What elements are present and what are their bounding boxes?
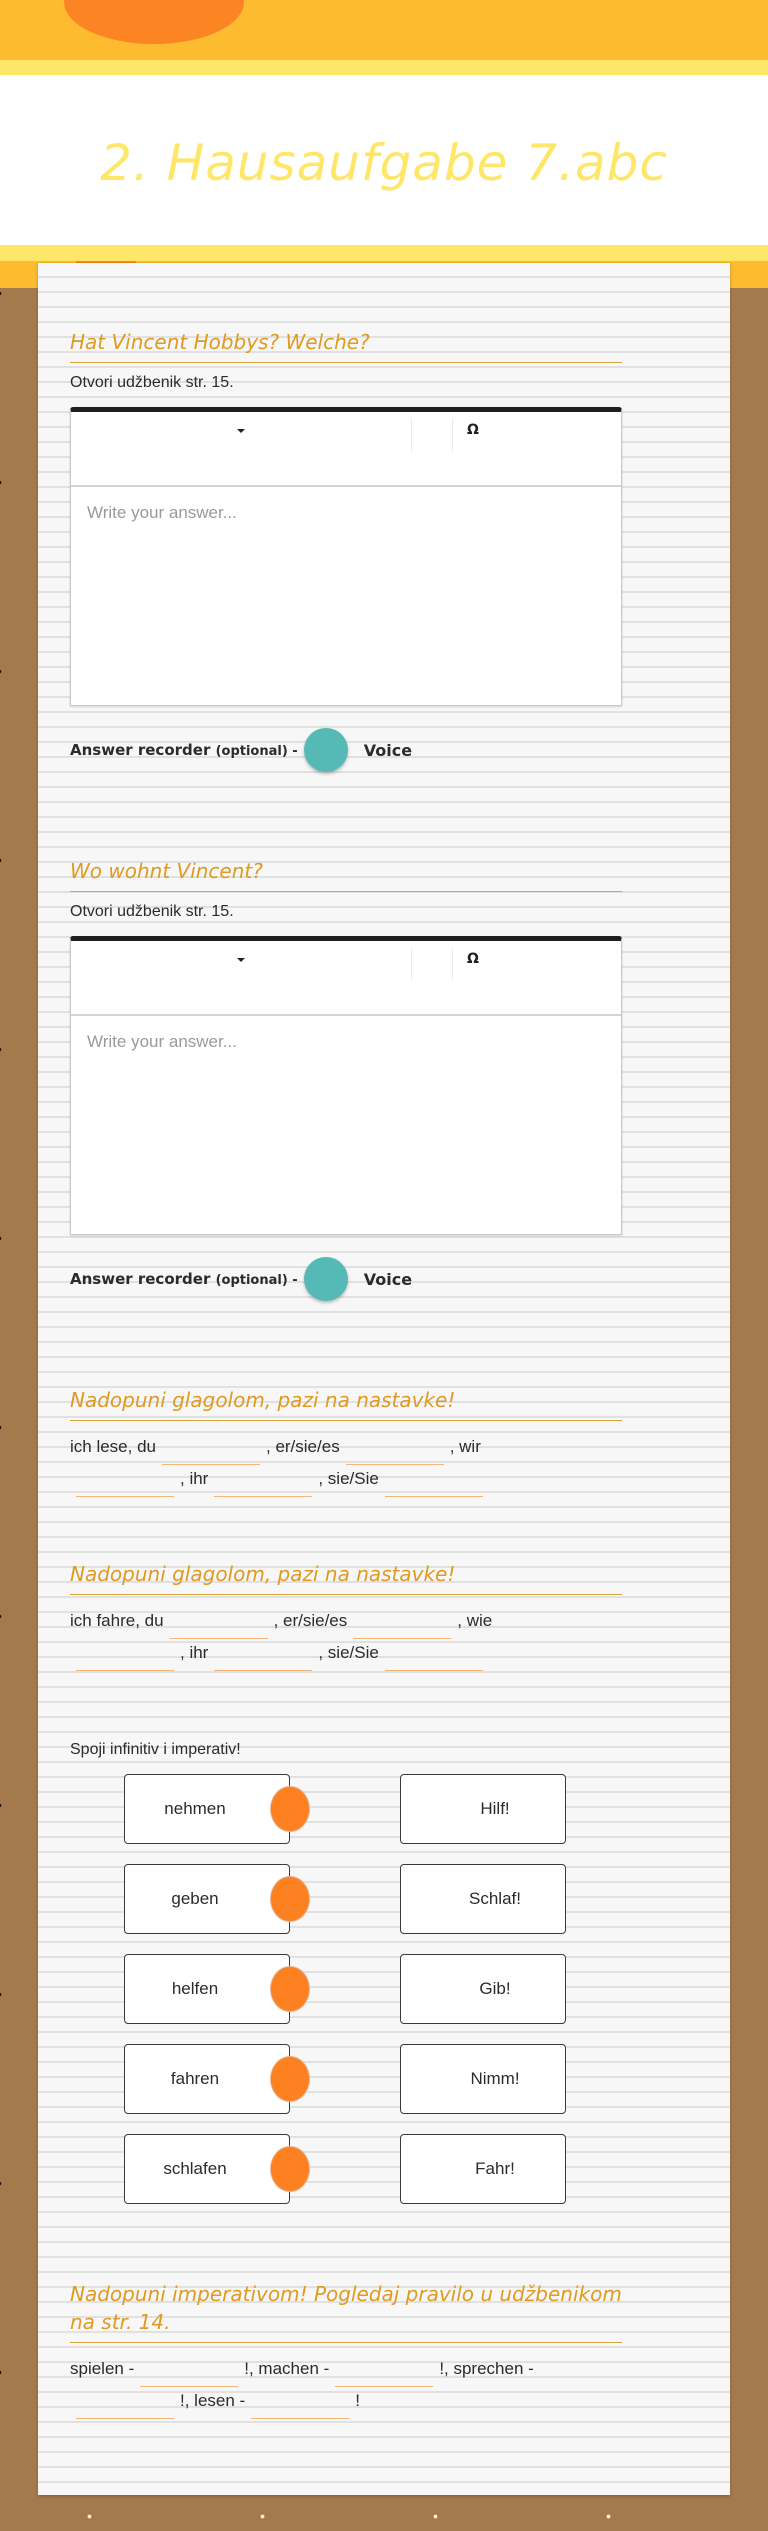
match-row — [70, 2134, 622, 2204]
caret-down-icon — [237, 958, 245, 962]
blank-input[interactable] — [76, 1649, 174, 1671]
match-connector-dot[interactable] — [270, 1786, 310, 1832]
question-5-matching — [70, 1740, 622, 2224]
text-segment: ich fahre, du — [70, 1611, 164, 1630]
match-card-left[interactable]: schlafen — [124, 2134, 290, 2204]
match-row — [70, 1774, 622, 1844]
question-title: Nadopuni glagolom, pazi na nastavke! — [70, 1560, 622, 1595]
text-segment: , sie/Sie — [318, 1469, 379, 1488]
header-decoration-blob — [64, 0, 244, 44]
record-button[interactable] — [304, 1257, 348, 1301]
text-segment: , wir — [449, 1437, 481, 1456]
answer-recorder — [70, 726, 622, 774]
format-dropdown[interactable] — [71, 941, 411, 977]
blank-input[interactable] — [170, 1617, 268, 1639]
blank-input[interactable] — [214, 1475, 312, 1497]
question-description: Otvori udžbenik str. 15. — [70, 374, 234, 391]
answer-textarea[interactable]: Write your answer... — [87, 1032, 237, 1051]
match-row — [70, 2044, 622, 2114]
text-segment: , sie/Sie — [318, 1643, 379, 1662]
blank-input[interactable] — [140, 2365, 238, 2387]
match-card-right[interactable]: Nimm! — [400, 2044, 566, 2114]
toolbar-button[interactable] — [412, 941, 452, 977]
toolbar-button[interactable] — [412, 412, 452, 448]
header-stripe — [0, 245, 768, 261]
question-1 — [70, 328, 622, 774]
text-segment: ! — [355, 2391, 360, 2410]
match-connector-dot[interactable] — [270, 1966, 310, 2012]
text-segment: , er/sie/es — [273, 1611, 348, 1630]
question-2 — [70, 857, 622, 1303]
matching-area — [70, 1774, 622, 2204]
match-connector-dot[interactable] — [270, 2146, 310, 2192]
match-card-left[interactable]: fahren — [124, 2044, 290, 2114]
text-segment: !, sprechen - — [439, 2359, 534, 2378]
fill-in-text — [70, 1607, 622, 1671]
answer-textarea[interactable]: Write your answer... — [87, 503, 237, 522]
match-card-right[interactable]: Hilf! — [400, 1774, 566, 1844]
question-description: Otvori udžbenik str. 15. — [70, 903, 234, 920]
blank-input[interactable] — [385, 1649, 483, 1671]
blank-input[interactable] — [385, 1475, 483, 1497]
caret-down-icon — [237, 429, 245, 433]
recorder-label — [70, 741, 298, 759]
blank-input[interactable] — [76, 1475, 174, 1497]
match-card-right[interactable]: Schlaf! — [400, 1864, 566, 1934]
blank-input[interactable] — [251, 2397, 349, 2419]
header-stripe — [0, 60, 768, 75]
recorder-optional-text: (optional) - — [215, 744, 298, 759]
fill-in-text — [70, 1433, 622, 1497]
record-button[interactable] — [304, 728, 348, 772]
match-card-left[interactable]: helfen — [124, 1954, 290, 2024]
question-description: Spoji infinitiv i imperativ! — [70, 1741, 241, 1758]
match-card-left[interactable]: nehmen — [124, 1774, 290, 1844]
question-title: Wo wohnt Vincent? — [70, 857, 622, 892]
match-row — [70, 1864, 622, 1934]
match-connector-dot[interactable] — [270, 2056, 310, 2102]
recorder-label — [70, 1270, 298, 1288]
recorder-optional-text: (optional) - — [215, 1273, 298, 1288]
text-segment: , wie — [457, 1611, 493, 1630]
text-segment: ich lese, du — [70, 1437, 156, 1456]
voice-label: Voice — [363, 740, 413, 760]
text-segment: , ihr — [180, 1643, 209, 1662]
question-title: Nadopuni glagolom, pazi na nastavke! — [70, 1386, 622, 1421]
match-connector-dot[interactable] — [270, 1876, 310, 1922]
blank-input[interactable] — [353, 1617, 451, 1639]
blank-input[interactable] — [346, 1443, 444, 1465]
blank-input[interactable] — [76, 2397, 174, 2419]
blank-input[interactable] — [214, 1649, 312, 1671]
question-4 — [70, 1560, 622, 1671]
blank-input[interactable] — [162, 1443, 260, 1465]
question-6 — [70, 2280, 622, 2419]
editor-toolbar — [71, 941, 621, 1016]
recorder-label-text: Answer recorder — [70, 741, 211, 759]
special-character-button[interactable]: Ω — [467, 951, 479, 967]
header-top-band — [0, 0, 768, 60]
recorder-label-text: Answer recorder — [70, 1270, 211, 1288]
header-title-area — [0, 75, 768, 245]
page-title: 2. Hausaufgabe 7.abc — [100, 134, 668, 192]
question-title: Nadopuni imperativom! Pogledaj pravilo u udžbenikom na str. 14. — [70, 2280, 622, 2343]
match-card-right[interactable]: Gib! — [400, 1954, 566, 2024]
match-card-right[interactable]: Fahr! — [400, 2134, 566, 2204]
fill-in-text — [70, 2355, 622, 2419]
answer-recorder — [70, 1255, 622, 1303]
question-3 — [70, 1386, 622, 1497]
voice-label: Voice — [363, 1269, 413, 1289]
rich-text-editor — [70, 407, 622, 706]
text-segment: !, lesen - — [180, 2391, 246, 2410]
blank-input[interactable] — [335, 2365, 433, 2387]
rich-text-editor — [70, 936, 622, 1235]
text-segment: , er/sie/es — [266, 1437, 340, 1456]
question-title: Hat Vincent Hobbys? Welche? — [70, 328, 622, 363]
text-segment: , ihr — [180, 1469, 209, 1488]
special-character-button[interactable]: Ω — [467, 422, 479, 438]
editor-toolbar — [71, 412, 621, 487]
text-segment: spielen - — [70, 2359, 135, 2378]
match-card-left[interactable]: geben — [124, 1864, 290, 1934]
format-dropdown[interactable] — [71, 412, 411, 448]
match-row — [70, 1954, 622, 2024]
text-segment: !, machen - — [244, 2359, 330, 2378]
